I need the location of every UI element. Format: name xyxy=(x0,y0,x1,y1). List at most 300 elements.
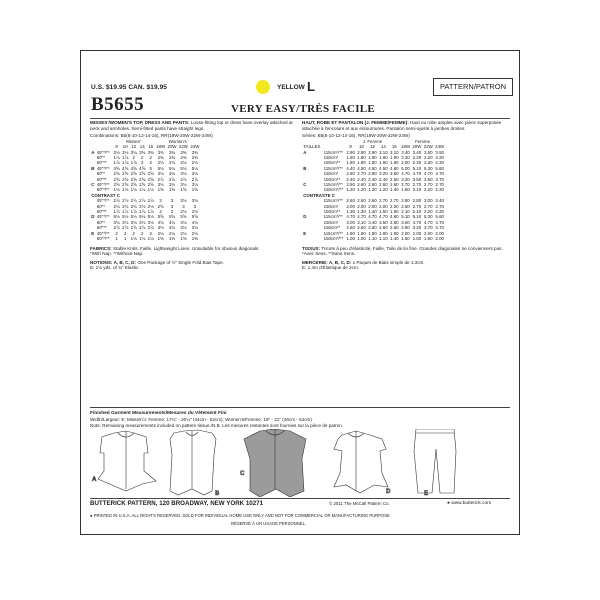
yardage-cell: 2.00 xyxy=(390,203,399,209)
tissus-label: TISSUS: xyxy=(302,245,321,251)
yardage-cell: 1⅞ xyxy=(122,209,129,215)
fabric-width: 150cm*/** xyxy=(323,236,344,242)
yardage-cell: 2.20 xyxy=(424,155,433,160)
yardage-cell: 3⅜ xyxy=(157,149,164,155)
yardage-cell: 2⅛ xyxy=(180,160,187,166)
yardage-cell: 2.90 xyxy=(368,171,377,177)
yardage-cell: 2.30 xyxy=(435,160,444,166)
yardage-cell: 1⅞ xyxy=(139,209,146,215)
yardage-cell: 1⅞ xyxy=(122,155,129,160)
yardage-cell: 3⅛ xyxy=(147,219,154,225)
yardage-cell: 3⅛ xyxy=(130,149,137,155)
yardage-cell: 2.20 xyxy=(401,155,410,160)
yardage-cell: 2⅞ xyxy=(139,198,146,204)
view-label-e: E xyxy=(424,491,429,497)
fabric-width: 45"*/** xyxy=(96,165,110,171)
yardage-cell: 2 xyxy=(140,230,144,236)
yardage-cell: 3.50 xyxy=(412,176,422,182)
yardage-cell: 2⅞ xyxy=(157,176,164,182)
yardage-cell: 1⅛ xyxy=(130,236,137,242)
yardage-cell: 2.00 xyxy=(401,160,410,166)
yardage-cell: 2.10 xyxy=(401,209,410,215)
yardage-cell: 4.70 xyxy=(379,214,388,220)
notions-e: E: 1⅛ yds. of ¾" Elastic. xyxy=(90,265,140,271)
yardage-cell: 3.40 xyxy=(435,198,444,204)
fabric-width: 150cm* xyxy=(323,203,339,209)
yardage-cell: 2.40 xyxy=(368,176,377,182)
fabric-width: 45"*/** xyxy=(96,149,110,155)
yardage-cell: 5⅛ xyxy=(168,165,176,171)
yardage-cell: 2⅞ xyxy=(147,198,154,204)
measurements-width: Width/Largeur: E: Misses'/J. Femme: 17¼" - 20¼" (44cm - 52cm); Women's/Femme: 18" - 21" (46cm - 54cm) xyxy=(90,417,312,422)
yardage-cell: 1.60 xyxy=(401,236,410,242)
yardage-cell: 3⅜ xyxy=(180,149,187,155)
view-letter: B xyxy=(91,165,95,171)
yardage-cell: 4⅝ xyxy=(139,165,146,171)
difficulty: VERY EASY/TRÈS FACILE xyxy=(231,103,376,115)
english-description-text: Loose-fitting top or dress have overlay attached at neck and armholes. Semi-fitted pants have straight legs. xyxy=(90,120,293,131)
j-femme-group: J. Femme xyxy=(362,138,383,144)
yardage-cell: 1⅞ xyxy=(113,155,120,160)
yardage-cell: 4.70 xyxy=(424,219,433,225)
yardage-cell: 2.90 xyxy=(357,149,366,155)
yardage-cell: 2⅞ xyxy=(168,176,176,182)
yardage-cell: 1⅜ xyxy=(168,236,176,242)
fabric-width: 115cm*/** xyxy=(323,149,343,155)
yardage-cell: 1.90 xyxy=(379,155,388,160)
yardage-cell: 1.50 xyxy=(379,209,388,215)
yardage-cell: 3 xyxy=(170,203,174,209)
yardage-cell: 5 xyxy=(149,165,152,171)
yardage-cell: 4.50 xyxy=(379,165,388,171)
yardage-cell: 4⅝ xyxy=(113,165,120,171)
yardage-cell: 2.70 xyxy=(435,203,444,209)
yardage-cell: 5.30 xyxy=(424,165,433,171)
yardage-cell: 2⅞ xyxy=(130,198,137,204)
size-header: 24W xyxy=(190,144,200,150)
fabric-width: 45"*/** xyxy=(96,214,110,220)
fabrics-label: FABRICS: xyxy=(90,245,112,251)
yellow-color-dot xyxy=(256,80,270,94)
yardage-cell: 2⅞ xyxy=(139,225,146,231)
yardage-cell: 3⅛ xyxy=(157,182,164,188)
yardage-cell: 2.70 xyxy=(435,182,444,188)
size-header: 8 xyxy=(349,144,352,150)
yardage-cell: 2⅝ xyxy=(130,176,137,182)
yardage-cell: 2.30 xyxy=(424,160,433,166)
yardage-cell: 5⅛ xyxy=(113,214,120,220)
yardage-cell: 2.70 xyxy=(390,198,399,204)
yardage-cell: 2⅝ xyxy=(139,176,146,182)
pattern-envelope-back xyxy=(80,50,520,535)
yardage-cell: 2.90 xyxy=(368,149,377,155)
yardage-cell: 3.10 xyxy=(390,149,399,155)
fabric-width: 115cm*/** xyxy=(323,214,343,220)
yardage-cell: 2⅝ xyxy=(139,171,146,177)
fabric-width: 150cm* xyxy=(323,155,339,160)
yardage-cell: 1.40 xyxy=(390,187,399,193)
yardage-cell: 2.20 xyxy=(435,155,444,160)
yardage-cell: 1.60 xyxy=(412,236,422,242)
yardage-cell: 5⅝ xyxy=(157,214,164,220)
yardage-cell: 2.30 xyxy=(412,160,422,166)
yardage-cell: 5.10 xyxy=(412,214,422,220)
yardage-cell: 4.70 xyxy=(412,219,422,225)
french-description xyxy=(302,120,512,131)
view-letter: C xyxy=(91,182,95,188)
technical-drawings xyxy=(90,429,510,497)
yardage-cell: 4⅛ xyxy=(180,219,187,225)
prices: U.S. $19.95 CAN. $19.95 xyxy=(91,84,168,91)
yardage-cell: 1⅞ xyxy=(147,209,154,215)
yardage-cell: 4⅛ xyxy=(157,219,164,225)
yardage-cell: 2⅛ xyxy=(157,160,164,166)
yardage-cell: 1.20 xyxy=(357,187,366,193)
yardage-cell: 4.70 xyxy=(412,171,422,177)
yardage-cell: 2⅛ xyxy=(130,203,137,209)
yardage-cell: 3.50 xyxy=(379,219,388,225)
yardage-cell: 2 xyxy=(132,155,135,160)
yardage-cell: 2.60 xyxy=(346,225,355,231)
yardage-cell: 3.00 xyxy=(424,198,433,204)
english-title: MISSES'/WOMEN'S TOP, DRESS AND PANTS: xyxy=(90,120,190,125)
yardage-cell: 3⅛ xyxy=(139,219,146,225)
yardage-cell: 2.20 xyxy=(412,155,422,160)
yardage-cell: 3⅜ xyxy=(191,149,198,155)
view-letter: D xyxy=(91,214,95,220)
yardage-cell: 1⅝ xyxy=(168,187,176,193)
yardage-cell: 2⅝ xyxy=(113,171,120,177)
yardage-cell: 1⅛ xyxy=(130,187,137,193)
copyright: © 2011 The McCall Pattern Co. xyxy=(329,501,390,506)
yardage-cell: 3.70 xyxy=(435,176,444,182)
yardage-cell: 3⅛ xyxy=(180,225,187,231)
yardage-cell: 3 xyxy=(159,198,162,204)
yardage-cell: 1⅛ xyxy=(147,187,154,193)
yardage-cell: 2.00 xyxy=(346,203,355,209)
yardage-cell: 2.60 xyxy=(346,171,355,177)
yardage-cell: 4⅛ xyxy=(168,219,176,225)
measurements-note: Note: Remaining measurements included on pattern tissue./N.B. Les mesures restantes sont fournies sur la pièce de patron. xyxy=(90,423,344,428)
yardage-cell: 1⅛ xyxy=(139,236,146,242)
yardage-cell: 2.50 xyxy=(346,182,355,188)
view-c-drawing xyxy=(240,429,306,497)
yardage-cell: 1⅛ xyxy=(147,236,154,242)
yardage-cell: 2 xyxy=(132,230,135,236)
view-label-d: D xyxy=(386,489,391,495)
mercerie-label: MERCERIE: A, B, C, D: xyxy=(302,259,352,265)
yardage-cell: 1⅝ xyxy=(157,187,164,193)
yardage-cell: 1⅞ xyxy=(122,160,129,166)
yardage-cell: 2.40 xyxy=(346,176,355,182)
yardage-cell: 3⅛ xyxy=(168,171,176,177)
fabric-width: 150cm** xyxy=(323,160,341,166)
size-header: 20W xyxy=(412,144,422,150)
yardage-cell: 4.70 xyxy=(401,171,410,177)
yardage-cell: 2.20 xyxy=(424,209,433,215)
size-header: 14 xyxy=(139,144,145,150)
yardage-cell: 3⅛ xyxy=(122,219,129,225)
yardage-cell: 2.40 xyxy=(357,176,366,182)
yardage-cell: 4⅝ xyxy=(122,165,129,171)
french-column xyxy=(302,120,512,271)
yardage-cell: 3⅛ xyxy=(180,198,187,204)
yardage-cell: 1 xyxy=(115,236,118,242)
color-label: YELLOW xyxy=(277,84,305,91)
yardage-cell: 3.50 xyxy=(390,171,399,177)
femme-group: Femme xyxy=(415,138,431,144)
yardage-cell: 5⅛ xyxy=(180,165,187,171)
yardage-cell: 2⅛ xyxy=(113,203,120,209)
view-label-b: B xyxy=(215,491,220,497)
yardage-cell: 5⅝ xyxy=(191,214,198,220)
yardage-cell: 2⅝ xyxy=(157,203,164,209)
fabric-width: 60"* xyxy=(96,219,105,225)
yardage-cell: 3.40 xyxy=(368,219,377,225)
yardage-cell: 2⅝ xyxy=(147,182,154,188)
yardage-cell: 2⅛ xyxy=(122,203,129,209)
yardage-cell: 4.40 xyxy=(346,165,355,171)
yardage-cell: 5.10 xyxy=(412,165,422,171)
yardage-cell: 2.00 xyxy=(412,230,422,236)
yardage-cell: 3⅛ xyxy=(191,182,198,188)
yardage-cell: 2⅝ xyxy=(113,182,120,188)
yardage-cell: 2.70 xyxy=(424,182,433,188)
size-header: 12 xyxy=(370,144,375,150)
yardage-cell: 3.00 xyxy=(346,219,355,225)
size-header: 18W xyxy=(400,144,410,150)
yardage-cell: 4⅛ xyxy=(191,219,198,225)
yardage-cell: 1.90 xyxy=(368,230,377,236)
fabric-width: 45"*/** xyxy=(96,182,110,188)
yardage-cell: 1.90 xyxy=(390,230,399,236)
yardage-cell: 3⅜ xyxy=(139,149,146,155)
yardage-cell: 1⅞ xyxy=(113,209,120,215)
yardage-cell: 2.70 xyxy=(379,198,388,204)
size-header: 14 xyxy=(380,144,386,150)
yardage-cell: 3⅛ xyxy=(191,225,198,231)
yardage-cell: 1⅛ xyxy=(122,187,129,193)
yardage-cell: 2.70 xyxy=(412,182,422,188)
yardage-cell: 5.30 xyxy=(424,214,433,220)
yardage-cell: 2.60 xyxy=(390,182,399,188)
size-header: 16 xyxy=(391,144,397,150)
yardage-cell: 2.60 xyxy=(401,203,410,209)
fabric-width: 60"* xyxy=(96,171,105,177)
view-letter: D xyxy=(303,214,307,220)
size-header: 12 xyxy=(131,144,137,150)
fabric-width: 115cm*/** xyxy=(323,165,343,171)
yardage-cell: 3.50 xyxy=(424,149,433,155)
yardage-cell: 5⅝ xyxy=(180,214,187,220)
yardage-cell: 2⅝ xyxy=(139,182,146,188)
yardage-cell: 3.60 xyxy=(390,219,399,225)
yardage-cell: 1⅝ xyxy=(180,187,187,193)
yardage-cell: 1.90 xyxy=(424,236,433,242)
yardage-cell: 1⅜ xyxy=(191,236,198,242)
yardage-cell: 1.00 xyxy=(346,236,355,242)
yardage-cell: 3.60 xyxy=(401,219,410,225)
size-header: 18W xyxy=(156,144,166,150)
yardage-cell: 2⅛ xyxy=(180,209,187,215)
yardage-cell: 2.90 xyxy=(401,225,410,231)
size-header: 22W xyxy=(178,144,188,150)
pattern-box: PATTERN/PATRON xyxy=(433,78,513,96)
english-yardage-table xyxy=(90,139,201,242)
yardage-cell: 2⅞ xyxy=(113,198,120,204)
yardage-cell: 4⅝ xyxy=(130,165,137,171)
notions-label: NOTIONS: A, B, C, D: xyxy=(90,259,137,265)
yardage-cell: 3⅜ xyxy=(168,149,176,155)
yardage-cell: 2⅜ xyxy=(191,155,198,160)
fabric-width: 60"** xyxy=(96,225,107,231)
yardage-cell: 3⅛ xyxy=(157,225,164,231)
yardage-cell: 2.70 xyxy=(424,203,433,209)
mercerie-e: E: 1.4m d'Élastique de 2cm. xyxy=(302,265,360,271)
fabric-width: 150cm*/** xyxy=(323,187,344,193)
yardage-cell: 2.00 xyxy=(435,230,444,236)
yardage-cell: 4.50 xyxy=(368,165,377,171)
notions-text: One Package of ½" Single Fold Bias Tape. xyxy=(137,259,224,265)
yardage-cell: 2.60 xyxy=(357,182,366,188)
measurements-divider xyxy=(90,407,510,408)
yardage-cell: 2⅛ xyxy=(139,203,146,209)
fabric-width: 60"** xyxy=(96,209,107,215)
size-header: 24W xyxy=(435,144,445,150)
yardage-cell: 2 xyxy=(170,209,174,215)
yardage-cell: 2.70 xyxy=(357,171,366,177)
yardage-cell: 2.80 xyxy=(401,198,410,204)
yardage-cell: 1.20 xyxy=(379,187,388,193)
nap-note: *With Nap. **Without Nap. xyxy=(90,251,144,257)
view-letter: A xyxy=(303,149,307,155)
fabric-width: 60"*/** xyxy=(96,187,110,193)
yardage-cell: 2.00 xyxy=(424,230,433,236)
yardage-cell: 2⅛ xyxy=(168,160,176,166)
yardage-cell: 2.90 xyxy=(346,149,355,155)
yardage-cell: 2⅜ xyxy=(180,155,187,160)
yardage-cell: 2⅞ xyxy=(180,176,187,182)
yardage-cell: 2⅝ xyxy=(122,176,129,182)
fabric-width: 150cm** xyxy=(323,225,341,231)
size-header: 22W xyxy=(423,144,433,150)
size-header: 8 xyxy=(115,144,118,150)
view-letter: CONTRAST C xyxy=(91,192,120,198)
yardage-cell: 3⅛ xyxy=(191,198,198,204)
yardage-cell: 2 xyxy=(149,160,152,166)
yardage-cell: 2.20 xyxy=(435,187,444,193)
yardage-cell: 2⅞ xyxy=(113,225,120,231)
yardage-cell: 5⅛ xyxy=(157,165,164,171)
yardage-cell: 3⅛ xyxy=(130,219,137,225)
fabric-width: 60"* xyxy=(96,203,105,209)
view-e-drawing xyxy=(414,429,456,497)
yardage-cell: 3⅛ xyxy=(113,219,120,225)
measurements-title: Finished Garment Measurements/Mesures du Vêtement Fini xyxy=(90,411,227,416)
view-b-drawing xyxy=(170,430,220,497)
yardage-cell: 2⅛ xyxy=(157,230,164,236)
yardage-cell: 1.30 xyxy=(357,209,366,215)
yardage-cell: 2.70 xyxy=(401,182,410,188)
yardage-cell: 1.10 xyxy=(379,236,388,242)
yardage-cell: 3 xyxy=(182,203,185,209)
fabric-width: 115cm*/** xyxy=(323,230,343,236)
yardage-cell: 3 xyxy=(193,203,197,209)
french-description-text: Haut ou robe amples avec pièce superposée attachée à l'encolure et aux entournures. Pantalon semi-ajusté à jambes droites. xyxy=(302,120,502,131)
yardage-cell: 5⅛ xyxy=(147,214,154,220)
view-letter: CONTRASTE C xyxy=(303,192,335,198)
yardage-cell: 2 xyxy=(140,160,144,166)
yardage-cell: 5⅛ xyxy=(122,214,129,220)
yardage-cell: 3.20 xyxy=(412,225,422,231)
yardage-cell: 1.80 xyxy=(357,160,366,166)
size-header: 16 xyxy=(148,144,154,150)
yardage-cell: 1⅝ xyxy=(191,187,198,193)
table-row xyxy=(302,198,445,203)
tissus-text: Tricots à peu d'élasticité, Faille, Toile de lin fine. Grandes diagonales ne conviennent pas. xyxy=(321,245,503,251)
english-combinations: Combinations: B5(8-10-12-14-16), RR(18W-20W-22W-24W) xyxy=(90,133,213,139)
footer-divider xyxy=(90,498,510,499)
yardage-cell: 1.90 xyxy=(357,230,366,236)
yardage-cell: 2 xyxy=(115,230,118,236)
yardage-cell: 1.90 xyxy=(346,230,355,236)
yardage-cell: 1⅞ xyxy=(130,160,137,166)
fabric-width: 115cm*/** xyxy=(323,182,343,188)
yardage-cell: 2⅝ xyxy=(147,171,154,177)
yardage-cell: 4.70 xyxy=(424,171,433,177)
header-divider xyxy=(90,118,510,119)
yardage-cell: 3⅛ xyxy=(168,182,176,188)
yardage-cell: 2.00 xyxy=(435,236,444,242)
view-label-c: C xyxy=(240,471,245,477)
yardage-cell: 2 xyxy=(149,155,152,160)
yardage-cell: 4.70 xyxy=(357,214,366,220)
fabric-width: 60"* xyxy=(96,155,105,160)
yardage-cell: 2.60 xyxy=(379,225,388,231)
yardage-cell: 1.90 xyxy=(390,155,399,160)
legal-notice: ● PRINTED IN U.S.A. ALL RIGHTS RESERVED. SOLD FOR INDIVIDUAL HOME USE ONLY AND NOT FOR COMMERCIAL OR MANUFACTURING PURPOSE xyxy=(90,513,390,518)
yardage-cell: 5.60 xyxy=(435,165,444,171)
yardage-cell: 2.00 xyxy=(368,203,377,209)
fabric-width: 150cm** xyxy=(323,176,341,182)
yardage-cell: 2.20 xyxy=(424,187,433,193)
yardage-cell: 1⅛ xyxy=(113,187,120,193)
yardage-cell: 1.20 xyxy=(368,187,377,193)
yardage-cell: 1.10 xyxy=(368,236,377,242)
yardage-cell: 1.30 xyxy=(346,209,355,215)
legal-notice-fr: RÉSERVÉ À UN USAGE PERSONNEL. xyxy=(231,521,307,526)
size-header: 10 xyxy=(122,144,128,150)
fabric-width: 60"** xyxy=(96,176,107,182)
english-column xyxy=(90,120,296,271)
table-row xyxy=(302,171,445,176)
womens-group: Women's xyxy=(168,138,187,144)
yardage-cell: 2⅛ xyxy=(191,230,198,236)
yardage-cell: 4.60 xyxy=(390,165,399,171)
yardage-cell: 2⅝ xyxy=(122,171,129,177)
tailles-label: TAILLES xyxy=(303,144,321,150)
table-row xyxy=(302,236,445,241)
yardage-cell: 3⅜ xyxy=(147,149,154,155)
yardage-cell: 2⅛ xyxy=(191,209,198,215)
yardage-cell: 2.60 xyxy=(379,182,388,188)
french-yardage-table xyxy=(302,139,445,242)
yardage-cell: 4.70 xyxy=(435,219,444,225)
yardage-cell: 5⅛ xyxy=(130,214,137,220)
size-letter: L xyxy=(307,79,315,94)
view-letter: A xyxy=(91,149,95,155)
table-row xyxy=(302,225,445,230)
